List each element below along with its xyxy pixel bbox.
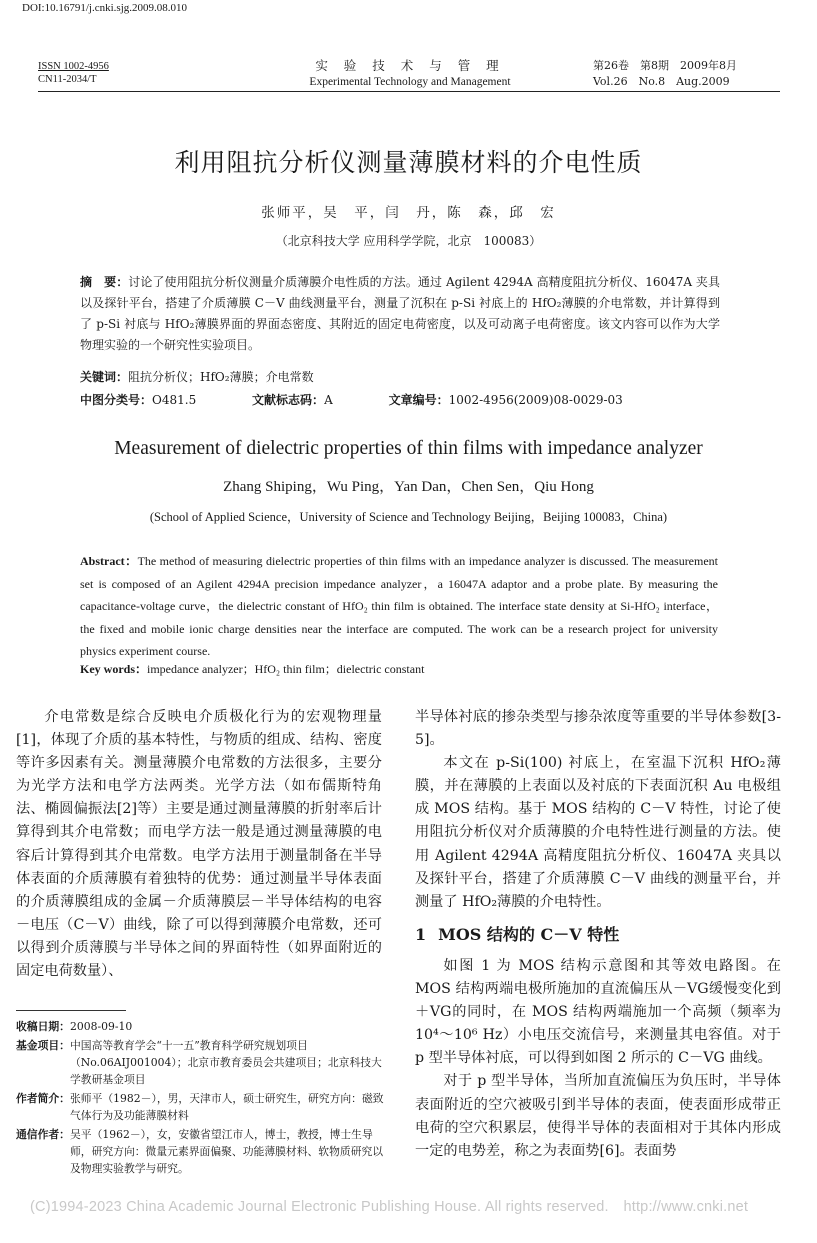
body-paragraph: 对于 p 型半导体，当所加直流偏压为负压时，半导体表面附近的空穴被吸引到半导体的表面，使表面形成带正电荷的空穴积累层，使得半导体的表面相对于其体内形成一定的电势差，称之为表面势[6]。表面势 [415,1073,781,1159]
doc-code-value: A [324,393,333,407]
keywords-cn [80,368,314,385]
abstract-cn-label: 摘 要： [80,275,129,289]
body-paragraph: 本文在 p-Si(100) 衬底上，在室温下沉积 HfO₂薄膜，并在薄膜的上表面以及衬底的下表面沉积 Au 电极组成 MOS 结构。基于 MOS 结构的 C－V 特性，讨论了使用阻抗分析仪对介质薄膜的介电特性进行测量的方法。使用 Agilent 4294A 高精度阻抗分析仪、16047A 夹具以及探针平台，搭建了介质薄膜 C－V 曲线的测量平台，并测量了 HfO₂薄膜的介电特性。 [415,755,781,910]
header-issn-block [38,60,109,86]
authors-cn: 张师平，吴 平，闫 丹，陈 森，邱 宏 [261,205,556,221]
body-paragraph: 介电常数是综合反映电介质极化行为的宏观物理量[1]，体现了介质的基本特性，与物质的组成、结构、密度等许多因素有关。测量薄膜介电常数的方法很多，主要分为光学方法和电学方法两类。光学方法（如布儒斯特角法、椭圆偏振法[2]等）主要是通过测量薄膜的折射率后计算得到其介电常数；而电学方法一般是通过测量薄膜的电容后计算得到其介电常数。电学方法用于测量制备在半导体表面的介质薄膜有着独特的优势：通过测量半导体表面的介质薄膜组成的金属－介质薄膜层－半导体结构的电容－电压（C－V）曲线，除了可以得到薄膜介电常数，还可以得到介质薄膜与半导体之间的界面特性（如界面附近的固定电荷数量）、 [16,709,382,980]
issue-info-en: Vol.26 No.8 Aug.2009 [593,75,730,88]
footnote [16,1090,386,1124]
footnote [16,1037,386,1088]
abstract-en-text: The method of measuring dielectric properties of thin films with an impedance analyzer is discussed. The measurement set is composed of an Agilent 4294A precision impedance analyzer，a 16047A adaptor and a probe plate. By measuring the capacitance-voltage curve，the dielectric constant of HfO₂ thin film is obtained. The interface state density at Si-HfO₂ interface，the fixed and mobile ionic charge densities near the interface are computed. The work can be a research project for university physics experiment course. [80,554,719,658]
affiliation-en: (School of Applied Science，University of Science and Technology Beijing，Beijing 100083，China) [149,510,668,524]
body-left-column [16,706,382,983]
clc-label: 中图分类号： [80,393,153,407]
keywords-cn-text: 阻抗分析仪；HfO₂薄膜；介电常数 [128,370,314,384]
authors-en: Zhang Shiping，Wu Ping，Yan Dan，Chen Sen，Qiu Hong [223,479,594,495]
title-en: Measurement of dielectric properties of thin films with impedance analyzer [114,438,703,459]
body-paragraph: 如图 1 为 MOS 结构示意图和其等效电路图。在 MOS 结构两端电极所施加的直流偏压从－VG缓慢变化到＋VG的同时，在 MOS 结构两端施加一个高频（频率为 10⁴～10⁶ Hz）小电压交流信号，来测量其电容值。对于 p 型半导体衬底，可以得到如图 2 所示的 C－VG 曲线。 [415,957,781,1067]
abstract-en-label: Abstract： [80,554,138,568]
footnote-text: 吴平（1962－），女，安徽省望江市人，博士，教授，博士生导师，研究方向：微量元素界面偏聚、功能薄膜材料、软物质研究以及物理实验教学与研究。 [69,1128,384,1175]
header-rule [38,91,780,92]
footnote-label: 作者简介： [16,1092,70,1105]
affiliation-cn: （北京科技大学 应用科学学院，北京 100083） [275,234,542,248]
footnote-label: 基金项目： [16,1039,70,1052]
section-number: 1 [415,924,427,944]
keywords-en-text: impedance analyzer；HfO₂ thin film；dielectric constant [147,662,425,676]
journal-name-cn: 实 验 技 术 与 管 理 [315,58,505,73]
footnote-text: 2008-09-10 [69,1020,133,1033]
journal-name-en: Experimental Technology and Management [309,76,511,88]
cn-number: CN11-2034/T [38,74,97,85]
issue-info-cn: 第26卷 第8期 2009年8月 [593,59,737,72]
title-cn: 利用阻抗分析仪测量薄膜材料的介电性质 [174,148,643,177]
issn: ISSN 1002-4956 [38,61,109,72]
footnote-label: 收稿日期： [16,1020,70,1033]
journal-name [240,58,580,90]
keywords-en [80,660,424,677]
issue-info [593,58,737,90]
abstract-cn [80,272,720,356]
footnote-text: 张师平（1982－），男，天津市人，硕士研究生，研究方向：磁致气体行为及功能薄膜材料 [69,1092,384,1122]
classification-line [80,391,675,408]
clc-value: O481.5 [152,393,197,407]
body-right-column [415,706,781,1163]
keywords-cn-label: 关键词： [80,370,129,384]
section-heading [415,923,781,946]
footnote-rule [16,1010,126,1011]
abstract-cn-text: 讨论了使用阻抗分析仪测量介质薄膜介电性质的方法。通过 Agilent 4294A 高精度阻抗分析仪、16047A 夹具以及探针平台，搭建了介质薄膜 C－V 曲线测量平台，测量了沉积在 p-Si 衬底上的 HfO₂薄膜的介电常数，并计算得到了 p-Si 衬底与 HfO₂薄膜界面的界面态密度、其附近的固定电荷密度，以及可动离子电荷密度。该文内容可以作为大学物理实验的一个研究性实验项目。 [80,275,720,352]
article-no-label: 文章编号： [388,393,449,407]
footnote-label: 通信作者： [16,1128,70,1141]
section-title: MOS 结构的 C－V 特性 [438,924,620,944]
keywords-en-label: Key words： [80,662,147,676]
footnotes [16,1018,386,1179]
footnote [16,1018,386,1035]
abstract-en [80,550,718,663]
footnote [16,1126,386,1177]
body-paragraph: 半导体衬底的掺杂类型与掺杂浓度等重要的半导体参数[3-5]。 [415,709,781,749]
doc-code-label: 文献标志码： [252,393,325,407]
cnki-watermark: (C)1994-2023 China Academic Journal Electronic Publishing House. All rights reserved. http://www.cnki.net [30,1199,749,1215]
article-no-value: 1002-4956(2009)08-0029-03 [448,393,623,407]
doi: DOI:10.16791/j.cnki.sjg.2009.08.010 [22,2,187,14]
footnote-text: 中国高等教育学会“十一五”教育科学研究规划项目（No.06AIJ001004）；北京市教育委员会共建项目；北京科技大学教研基金项目 [69,1039,382,1086]
